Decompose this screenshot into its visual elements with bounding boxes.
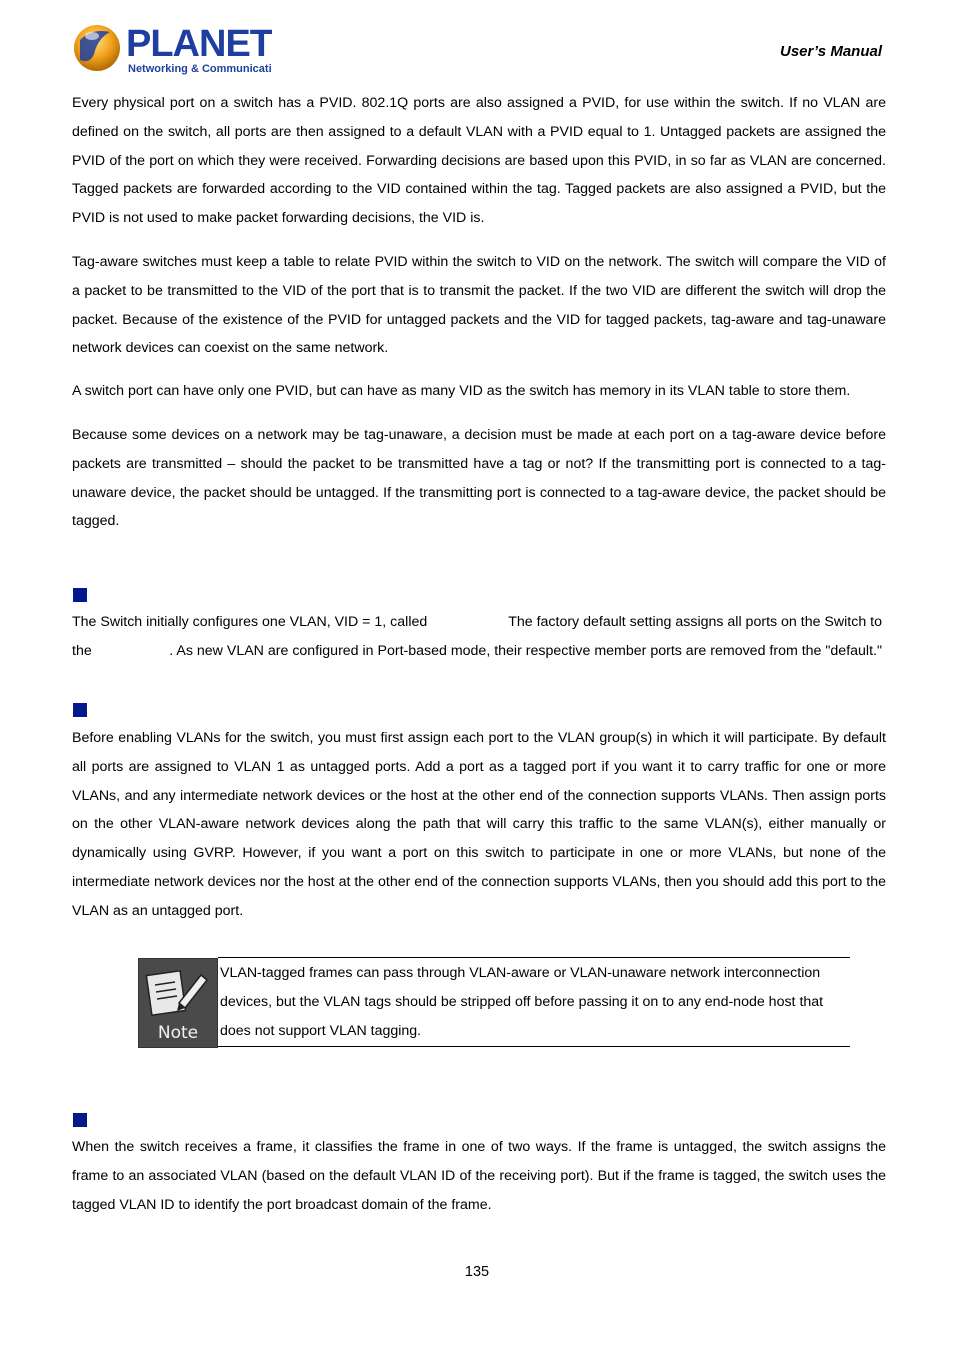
planet-globe-icon bbox=[72, 20, 272, 78]
paragraph-default-vlan bbox=[72, 608, 886, 666]
default-vlan-line2-a: the bbox=[72, 643, 92, 659]
paragraph-tag-unaware: Because some devices on a network may be tag-unaware, a decision must be made at each port on a tag-aware device before packets are transmitted – should the packet to be transmitted have a tag or not? If the transmitting port is connected to a tag-unaware device, the packet should be untagged. If the transmitting port is connected to a tag-aware device, the packet should be tagged. bbox=[72, 427, 886, 530]
section-bullet-assign-ports bbox=[73, 703, 87, 717]
planet-logo bbox=[72, 20, 272, 78]
section-bullet-default-vlan bbox=[73, 588, 87, 602]
note-icon-label: Note bbox=[157, 1023, 199, 1043]
paragraph-classify-frame: When the switch receives a frame, it classifies the frame in one of two ways. If the frame is untagged, the switch assigns the frame to an associated VLAN (based on the default VLAN ID of the receiving port). But if the frame is tagged, the switch uses the tagged VLAN ID to identify the port broadcast domain of the frame. bbox=[72, 1139, 886, 1213]
logo-tagline-text: Networking & Communication bbox=[128, 63, 272, 75]
paragraph-assign-ports: Before enabling VLANs for the switch, you must first assign each port to the VLAN group(s) in which it will participate. By default all ports are assigned to VLAN 1 as untagged ports. Add a port as a tagged port if you want it to carry traffic for one or more VLANs, and any intermediate network devices or the host at the other end of the connection supports VLANs. Then assign ports on the other VLAN-aware network devices along the path that will carry this traffic to the same VLAN(s), either manually or dynamically using GVRP. However, if you want a port on this switch to participate in one or more VLANs, but none of the intermediate network devices nor the host at the other end of the connection supports VLANs, then you should add this port to the VLAN as an untagged port. bbox=[72, 730, 886, 919]
page-number: 135 bbox=[464, 1264, 490, 1280]
manual-label: User’s Manual bbox=[780, 43, 882, 60]
paragraph-tag-aware: Tag-aware switches must keep a table to relate PVID within the switch to VID on the network. The switch will compare the VID of a packet to be transmitted to the VID of the port that is to transmit the packet. If the two VID are different the switch will drop the packet. Because of the existence of the PVID for untagged packets and the VID for tagged packets, tag-aware and tag-unaware network devices can coexist on the same network. bbox=[72, 254, 886, 357]
default-vlan-line1-b: The factory default setting assigns all ports on the Switch to bbox=[508, 614, 882, 630]
note-text: VLAN-tagged frames can pass through VLAN-aware or VLAN-unaware network interconnection devices, but the VLAN tags should be stripped off before passing it on to any end-node host that does not support VLAN tagging. bbox=[220, 965, 824, 1039]
note-icon bbox=[138, 958, 218, 1048]
section-bullet-classify bbox=[73, 1113, 87, 1127]
default-vlan-line1-a: The Switch initially configures one VLAN, VID = 1, called bbox=[72, 614, 428, 630]
default-vlan-line2-b: . As new VLAN are configured in Port-based mode, their respective member ports are removed from the "default." bbox=[169, 643, 882, 659]
logo-brand-text: PLANET bbox=[126, 23, 272, 65]
paragraph-one-pvid: A switch port can have only one PVID, but can have as many VID as the switch has memory in its VLAN table to store them. bbox=[72, 383, 851, 399]
paragraph-pvid: Every physical port on a switch has a PVID. 802.1Q ports are also assigned a PVID, for use within the switch. If no VLAN are defined on the switch, all ports are then assigned to a default VLAN with a PVID equal to 1. Untagged packets are assigned the PVID of the port on which they were received. Forwarding decisions are based upon this PVID, in so far as VLAN are concerned. Tagged packets are forwarded according to the VID contained within the tag. Tagged packets are also assigned a PVID, but the PVID is not used to make packet forwarding decisions, the VID is. bbox=[72, 95, 886, 227]
note-box bbox=[138, 957, 850, 1047]
note-text-panel bbox=[218, 957, 850, 1047]
